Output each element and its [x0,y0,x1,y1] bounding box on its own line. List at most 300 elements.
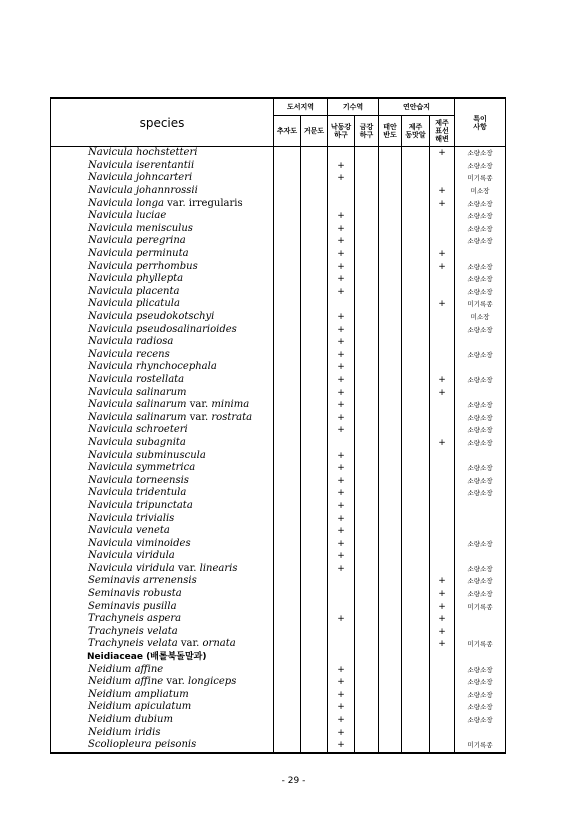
presence-mark [355,248,379,261]
presence-mark [355,349,379,362]
presence-mark [301,525,328,538]
presence-mark [274,298,301,311]
presence-mark [355,550,379,563]
presence-mark [328,147,355,160]
note-cell [455,726,506,739]
presence-mark [379,323,402,336]
presence-mark [355,411,379,424]
presence-mark [430,676,455,689]
presence-mark [274,336,301,349]
presence-mark: + [430,197,455,210]
presence-mark: + [328,160,355,173]
presence-mark [274,575,301,588]
table-row [51,323,506,336]
species-name: Navicula johannrossii [51,185,274,198]
species-name: Trachyneis velata [51,626,274,639]
presence-mark: + [328,286,355,299]
family-row [51,651,506,664]
presence-mark [301,235,328,248]
note-cell [455,626,506,639]
presence-mark [379,525,402,538]
presence-mark [274,449,301,462]
note-cell: 소량소장 [455,147,506,160]
presence-mark [301,600,328,613]
presence-mark [379,260,402,273]
species-name: Neidium dubium [51,714,274,727]
note-cell: 미기록종 [455,172,506,185]
presence-mark [355,160,379,173]
species-name: Navicula recens [51,349,274,362]
header-group-estuary: 기수역 [328,98,379,116]
presence-mark [379,235,402,248]
presence-mark: + [430,260,455,273]
presence-mark [274,374,301,387]
presence-mark [430,411,455,424]
presence-mark [274,210,301,223]
presence-mark [301,223,328,236]
presence-mark [402,512,430,525]
presence-mark [355,512,379,525]
presence-mark [402,386,430,399]
presence-mark [402,739,430,753]
presence-mark [402,689,430,702]
presence-mark [355,726,379,739]
presence-mark [402,449,430,462]
table-row [51,273,506,286]
presence-mark [274,500,301,513]
presence-mark [379,210,402,223]
presence-mark [355,424,379,437]
presence-mark [430,223,455,236]
table-row [51,298,506,311]
presence-mark [301,298,328,311]
presence-mark: + [328,311,355,324]
presence-mark [328,575,355,588]
presence-mark [355,260,379,273]
species-name: Neidium affine var. longiceps [51,676,274,689]
presence-mark [355,676,379,689]
presence-mark [355,147,379,160]
presence-mark [301,588,328,601]
note-cell [455,613,506,626]
presence-mark [355,361,379,374]
table-row [51,235,506,248]
presence-mark [402,172,430,185]
presence-mark [355,298,379,311]
page-number: - 29 - [281,776,306,786]
presence-mark [274,147,301,160]
note-cell [455,248,506,261]
presence-mark [355,374,379,387]
presence-mark: + [328,235,355,248]
species-name: Neidium iridis [51,726,274,739]
presence-mark [430,714,455,727]
presence-mark [379,147,402,160]
presence-mark [274,487,301,500]
presence-mark: + [328,537,355,550]
header-group-islands: 도서지역 [274,98,328,116]
species-name: Navicula radiosa [51,336,274,349]
presence-mark [301,714,328,727]
species-name: Trachyneis velata var. ornata [51,638,274,651]
table-row [51,160,506,173]
species-name: Seminavis robusta [51,588,274,601]
table-row [51,575,506,588]
presence-mark [379,273,402,286]
presence-mark [355,223,379,236]
note-cell: 소량소장 [455,399,506,412]
presence-mark [355,437,379,450]
species-table [50,97,506,754]
table-row [51,260,506,273]
presence-mark [355,235,379,248]
note-cell: 소량소장 [455,260,506,273]
header-jeju-dongmat: 제주 동맛알 [402,116,430,147]
species-name: Navicula schroeteri [51,424,274,437]
presence-mark [301,638,328,651]
presence-mark [430,537,455,550]
presence-mark [274,223,301,236]
presence-mark [274,663,301,676]
table-row [51,512,506,525]
presence-mark [274,537,301,550]
presence-mark [402,248,430,261]
species-name: Navicula menisculus [51,223,274,236]
presence-mark: + [328,172,355,185]
table-row [51,714,506,727]
presence-mark [274,349,301,362]
presence-mark: + [430,147,455,160]
header-nakdong-estuary: 낙동강 하구 [328,116,355,147]
table-row [51,537,506,550]
species-name: Navicula perrhombus [51,260,274,273]
table-row [51,449,506,462]
note-cell: 소량소장 [455,487,506,500]
presence-mark [301,361,328,374]
presence-mark [379,197,402,210]
note-cell: 소량소장 [455,437,506,450]
presence-mark: + [328,474,355,487]
presence-mark: + [328,487,355,500]
presence-mark [402,563,430,576]
presence-mark [301,185,328,198]
presence-mark [301,286,328,299]
presence-mark [430,726,455,739]
presence-mark: + [430,298,455,311]
species-name: Navicula rhynchocephala [51,361,274,374]
presence-mark [355,449,379,462]
presence-mark: + [328,701,355,714]
presence-mark: + [328,676,355,689]
presence-mark [274,600,301,613]
note-cell: 소량소장 [455,537,506,550]
presence-mark [402,474,430,487]
presence-mark [301,411,328,424]
presence-mark [328,638,355,651]
presence-mark: + [328,336,355,349]
presence-mark [379,248,402,261]
presence-mark [379,500,402,513]
presence-mark [402,500,430,513]
presence-mark [355,689,379,702]
presence-mark [402,411,430,424]
header-geum-estuary: 금강 하구 [355,116,379,147]
presence-mark [402,676,430,689]
presence-mark [379,411,402,424]
presence-mark [402,223,430,236]
presence-mark [274,411,301,424]
presence-mark [355,487,379,500]
presence-mark [301,550,328,563]
header-geomundo: 거문도 [301,116,328,147]
presence-mark [274,172,301,185]
table-row [51,487,506,500]
note-cell: 미소장 [455,311,506,324]
presence-mark [402,286,430,299]
table-row [51,386,506,399]
presence-mark [301,273,328,286]
presence-mark [328,185,355,198]
presence-mark: + [430,626,455,639]
presence-mark: + [430,575,455,588]
species-name: Navicula symmetrica [51,462,274,475]
presence-mark [402,663,430,676]
presence-mark: + [328,500,355,513]
presence-mark [379,487,402,500]
note-cell [455,651,506,664]
header-species: species [51,98,274,147]
presence-mark [379,726,402,739]
presence-mark [301,512,328,525]
presence-mark [274,323,301,336]
presence-mark [355,575,379,588]
species-name: Navicula torneensis [51,474,274,487]
presence-mark [301,260,328,273]
presence-mark [379,311,402,324]
presence-mark [430,500,455,513]
presence-mark [430,449,455,462]
presence-mark [402,600,430,613]
species-name: Navicula placenta [51,286,274,299]
presence-mark: + [328,512,355,525]
note-cell [455,449,506,462]
presence-mark: + [430,185,455,198]
species-name: Navicula salinarum [51,386,274,399]
presence-mark [402,726,430,739]
presence-mark [301,248,328,261]
presence-mark [301,147,328,160]
presence-mark [402,399,430,412]
presence-mark [402,714,430,727]
table-row [51,424,506,437]
presence-mark [301,726,328,739]
table-row [51,374,506,387]
table-row [51,286,506,299]
presence-mark: + [328,613,355,626]
presence-mark [355,701,379,714]
presence-mark [430,701,455,714]
table-row [51,726,506,739]
species-name: Navicula rostellata [51,374,274,387]
species-name: Neidium ampliatum [51,689,274,702]
presence-mark [274,260,301,273]
presence-mark [402,638,430,651]
presence-mark [379,374,402,387]
presence-mark [402,349,430,362]
presence-mark [355,651,379,664]
presence-mark [274,563,301,576]
presence-mark [379,474,402,487]
presence-mark [379,449,402,462]
presence-mark [355,172,379,185]
presence-mark [379,462,402,475]
presence-mark [379,626,402,639]
table-row [51,437,506,450]
species-name: Navicula viridula var. linearis [51,563,274,576]
presence-mark: + [328,525,355,538]
presence-mark [274,424,301,437]
species-name: Neidium affine [51,663,274,676]
presence-mark [274,651,301,664]
presence-mark [430,651,455,664]
table-row [51,172,506,185]
note-cell: 미기록종 [455,638,506,651]
note-cell: 미기록종 [455,298,506,311]
presence-mark [274,311,301,324]
presence-mark [430,739,455,753]
table-row [51,626,506,639]
presence-mark [274,739,301,753]
species-name: Navicula viridula [51,550,274,563]
species-name: Trachyneis aspera [51,613,274,626]
presence-mark [355,537,379,550]
table-row [51,223,506,236]
note-cell [455,361,506,374]
presence-mark [379,550,402,563]
species-name: Navicula viminoides [51,537,274,550]
presence-mark [430,336,455,349]
presence-mark: + [328,424,355,437]
presence-mark [430,399,455,412]
presence-mark [355,474,379,487]
presence-mark [379,663,402,676]
presence-mark [328,197,355,210]
table-row [51,663,506,676]
presence-mark [355,638,379,651]
presence-mark [301,651,328,664]
presence-mark [355,525,379,538]
presence-mark [402,160,430,173]
presence-mark [430,525,455,538]
presence-mark: + [328,462,355,475]
presence-mark: + [328,689,355,702]
presence-mark [274,525,301,538]
presence-mark [274,726,301,739]
note-cell [455,500,506,513]
presence-mark [355,563,379,576]
note-cell: 소량소장 [455,349,506,362]
presence-mark [301,197,328,210]
presence-mark [301,500,328,513]
note-cell: 미기록종 [455,600,506,613]
note-cell: 소량소장 [455,588,506,601]
presence-mark [402,462,430,475]
presence-mark [379,298,402,311]
table-row [51,739,506,753]
presence-mark [379,575,402,588]
presence-mark [430,286,455,299]
presence-mark [430,235,455,248]
species-name: Navicula plicatula [51,298,274,311]
presence-mark [301,399,328,412]
presence-mark: + [328,399,355,412]
presence-mark [402,626,430,639]
presence-mark [301,676,328,689]
table-row [51,197,506,210]
presence-mark [402,613,430,626]
table-row [51,349,506,362]
presence-mark [379,676,402,689]
presence-mark: + [328,663,355,676]
presence-mark: + [328,739,355,753]
presence-mark [379,386,402,399]
presence-mark [430,550,455,563]
header-notes: 특이 사항 [455,98,506,147]
presence-mark [430,273,455,286]
presence-mark [430,462,455,475]
presence-mark [355,739,379,753]
header-group-coastal-wetland: 연안습지 [379,98,455,116]
table-row [51,701,506,714]
presence-mark [301,210,328,223]
species-name: Navicula subagnita [51,437,274,450]
presence-mark [301,336,328,349]
species-name: Navicula trivialis [51,512,274,525]
presence-mark [402,424,430,437]
presence-mark [355,185,379,198]
presence-mark: + [430,613,455,626]
presence-mark [301,626,328,639]
presence-mark [274,399,301,412]
presence-mark [402,147,430,160]
presence-mark [274,626,301,639]
presence-mark: + [328,223,355,236]
presence-mark [379,512,402,525]
presence-mark [402,487,430,500]
presence-mark: + [328,726,355,739]
family-name: Neidiaceae (배롤북돌말과) [51,651,274,664]
presence-mark [301,575,328,588]
presence-mark [301,613,328,626]
note-cell: 미소장 [455,185,506,198]
presence-mark [328,437,355,450]
presence-mark [379,399,402,412]
presence-mark [402,361,430,374]
species-name: Navicula phyllepta [51,273,274,286]
presence-mark [430,361,455,374]
presence-mark [402,525,430,538]
table-row [51,638,506,651]
presence-mark [402,311,430,324]
presence-mark: + [328,323,355,336]
presence-mark [274,638,301,651]
table-row [51,676,506,689]
presence-mark [301,663,328,676]
species-name: Seminavis arrenensis [51,575,274,588]
presence-mark [430,512,455,525]
presence-mark [402,197,430,210]
table-row [51,588,506,601]
